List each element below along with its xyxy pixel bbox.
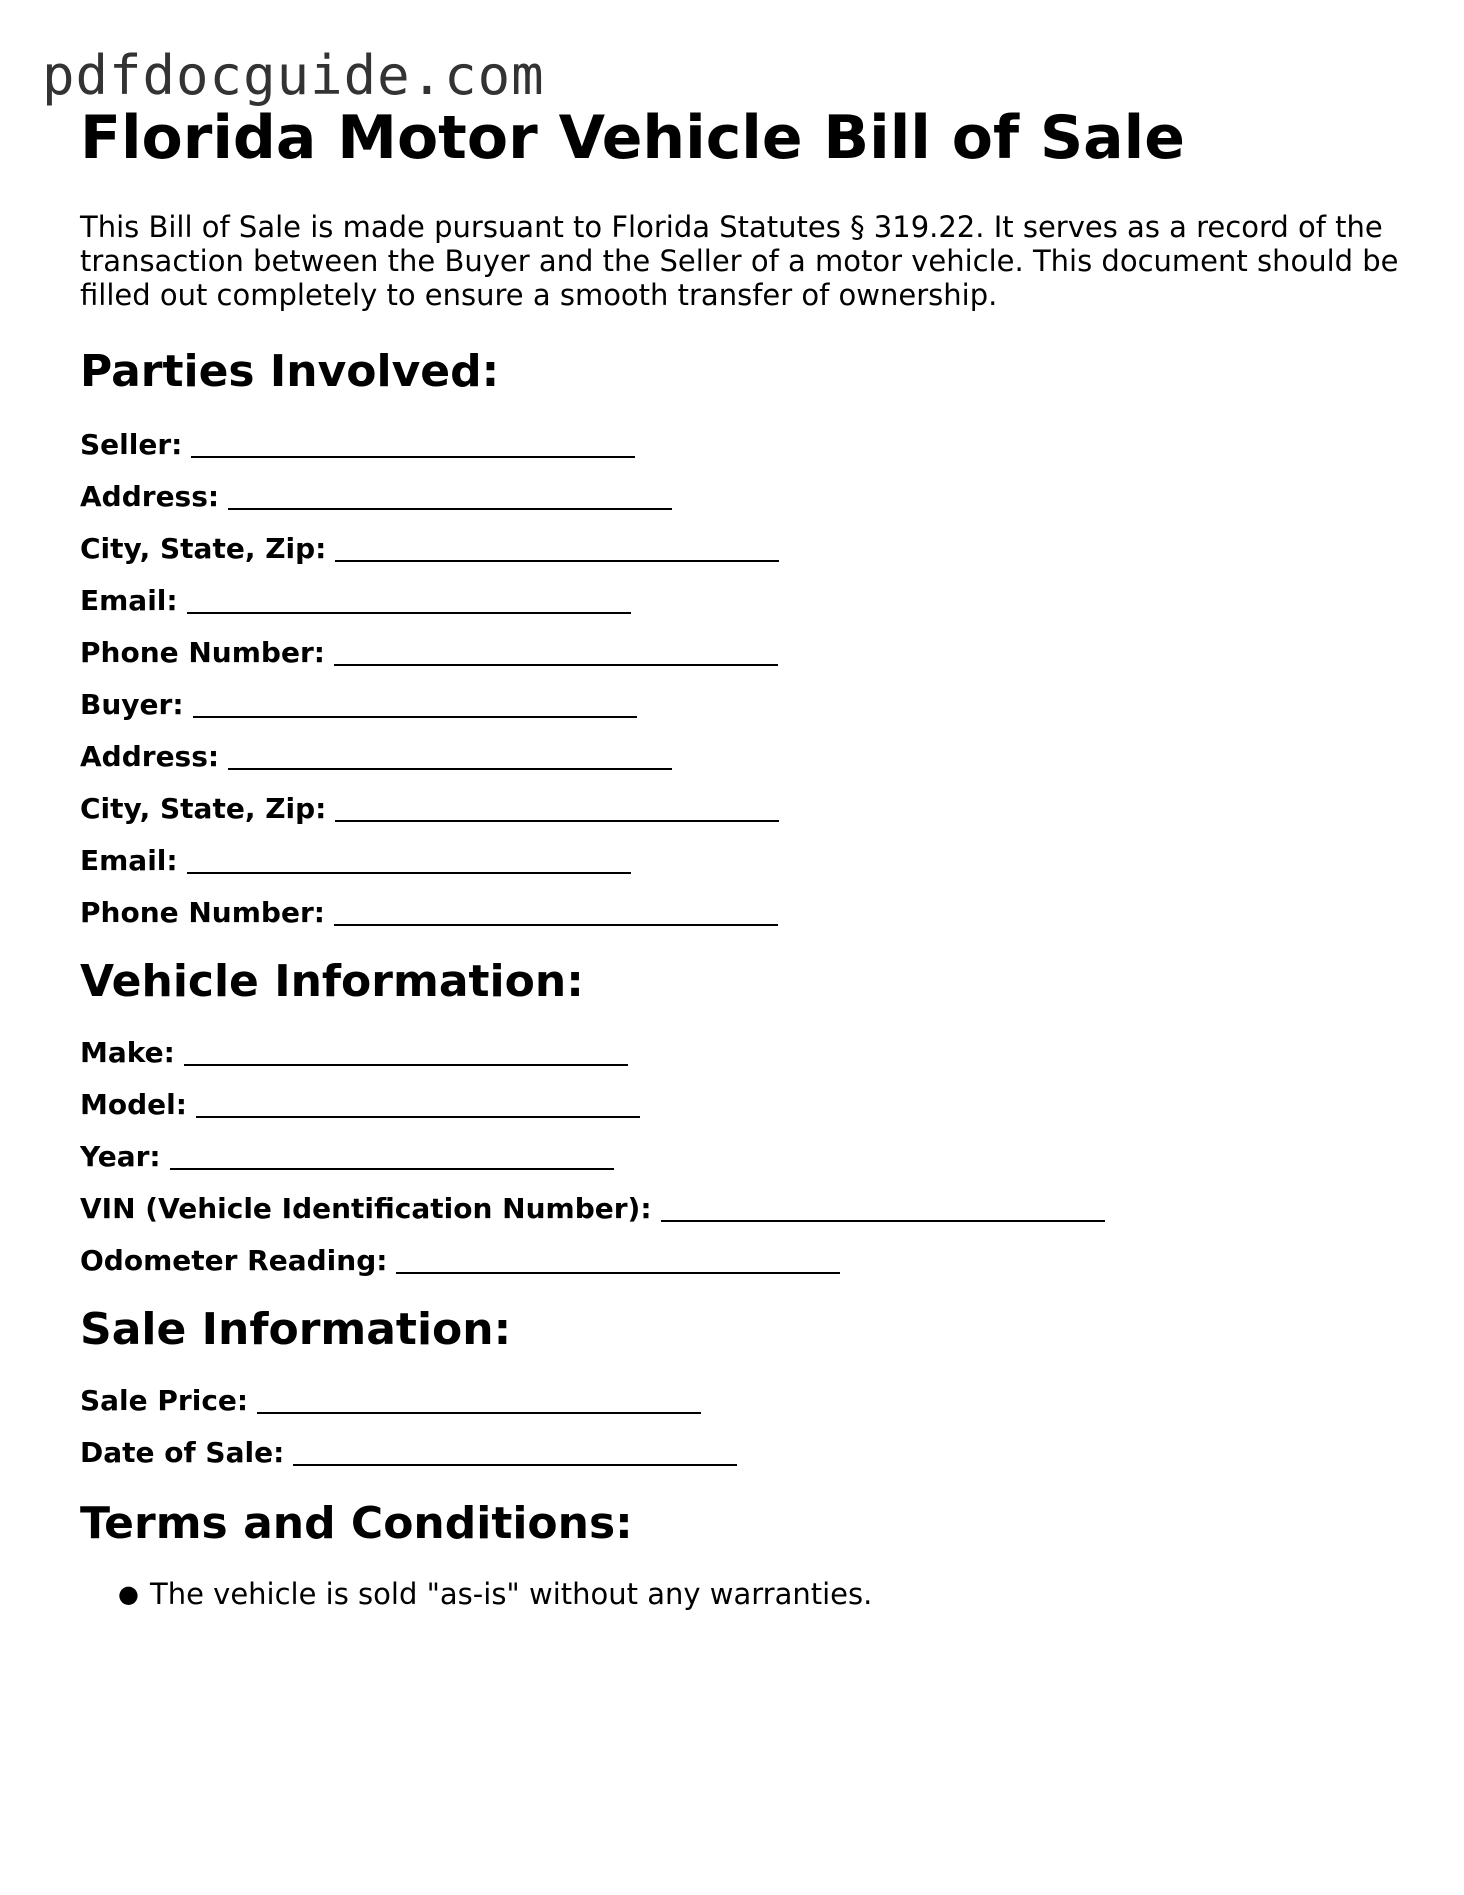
sale-price-field bbox=[80, 1384, 1400, 1418]
buyer-address-field bbox=[80, 740, 1400, 774]
seller-address-label: Address: bbox=[80, 480, 220, 513]
site-watermark: pdfdocguide.com bbox=[42, 44, 545, 107]
parties-heading: Parties Involved: bbox=[80, 346, 500, 397]
sale-price-label: Sale Price: bbox=[80, 1384, 249, 1417]
vehicle-fields bbox=[80, 1036, 1400, 1278]
document-title: Florida Motor Vehicle Bill of Sale bbox=[80, 103, 1185, 173]
sale-heading: Sale Information: bbox=[80, 1304, 512, 1355]
vehicle-heading: Vehicle Information: bbox=[80, 956, 584, 1007]
model-input[interactable] bbox=[196, 1116, 640, 1118]
parties-fields bbox=[80, 428, 1400, 930]
vin-input[interactable] bbox=[661, 1220, 1105, 1222]
year-field bbox=[80, 1140, 1400, 1174]
terms-list bbox=[80, 1576, 1400, 1612]
buyer-email-field bbox=[80, 844, 1400, 878]
year-input[interactable] bbox=[170, 1168, 614, 1170]
seller-email-field bbox=[80, 584, 1400, 618]
intro-paragraph: This Bill of Sale is made pursuant to Florida Statutes § 319.22. It serves as a record of the transaction between the Buyer and the Seller of a motor vehicle. This document should be filled out completely to ensure a smooth transfer of ownership. bbox=[80, 210, 1399, 312]
seller-input[interactable] bbox=[191, 456, 635, 458]
odometer-label: Odometer Reading: bbox=[80, 1244, 388, 1277]
buyer-email-input[interactable] bbox=[187, 872, 631, 874]
year-label: Year: bbox=[80, 1140, 161, 1173]
buyer-address-input[interactable] bbox=[228, 768, 672, 770]
odometer-input[interactable] bbox=[396, 1272, 840, 1274]
make-label: Make: bbox=[80, 1036, 175, 1069]
buyer-label: Buyer: bbox=[80, 688, 184, 721]
vin-label: VIN (Vehicle Identification Number): bbox=[80, 1192, 652, 1225]
buyer-phone-label: Phone Number: bbox=[80, 896, 325, 929]
buyer-city-state-zip-label: City, State, Zip: bbox=[80, 792, 327, 825]
seller-phone-label: Phone Number: bbox=[80, 636, 325, 669]
make-field bbox=[80, 1036, 1400, 1070]
seller-address-input[interactable] bbox=[228, 508, 672, 510]
buyer-phone-input[interactable] bbox=[334, 924, 778, 926]
odometer-field bbox=[80, 1244, 1400, 1278]
seller-email-label: Email: bbox=[80, 584, 178, 617]
buyer-city-state-zip-field bbox=[80, 792, 1400, 826]
date-of-sale-input[interactable] bbox=[293, 1464, 737, 1466]
buyer-address-label: Address: bbox=[80, 740, 220, 773]
seller-label: Seller: bbox=[80, 428, 183, 461]
seller-email-input[interactable] bbox=[187, 612, 631, 614]
buyer-email-label: Email: bbox=[80, 844, 178, 877]
buyer-city-state-zip-input[interactable] bbox=[335, 820, 779, 822]
bullet-icon: ● bbox=[118, 1580, 139, 1608]
terms-heading: Terms and Conditions: bbox=[80, 1498, 633, 1549]
seller-city-state-zip-field bbox=[80, 532, 1400, 566]
seller-address-field bbox=[80, 480, 1400, 514]
sale-fields bbox=[80, 1384, 1400, 1470]
terms-item-text: The vehicle is sold "as-is" without any warranties. bbox=[150, 1577, 873, 1611]
date-of-sale-field bbox=[80, 1436, 1400, 1470]
seller-field bbox=[80, 428, 1400, 462]
buyer-field bbox=[80, 688, 1400, 722]
seller-phone-field bbox=[80, 636, 1400, 670]
sale-price-input[interactable] bbox=[257, 1412, 701, 1414]
terms-item bbox=[118, 1576, 1400, 1612]
date-of-sale-label: Date of Sale: bbox=[80, 1436, 285, 1469]
buyer-phone-field bbox=[80, 896, 1400, 930]
model-field bbox=[80, 1088, 1400, 1122]
buyer-input[interactable] bbox=[193, 716, 637, 718]
seller-city-state-zip-input[interactable] bbox=[335, 560, 779, 562]
seller-city-state-zip-label: City, State, Zip: bbox=[80, 532, 327, 565]
bill-of-sale-document bbox=[80, 98, 1400, 1612]
vin-field bbox=[80, 1192, 1400, 1226]
make-input[interactable] bbox=[184, 1064, 628, 1066]
seller-phone-input[interactable] bbox=[334, 664, 778, 666]
model-label: Model: bbox=[80, 1088, 187, 1121]
